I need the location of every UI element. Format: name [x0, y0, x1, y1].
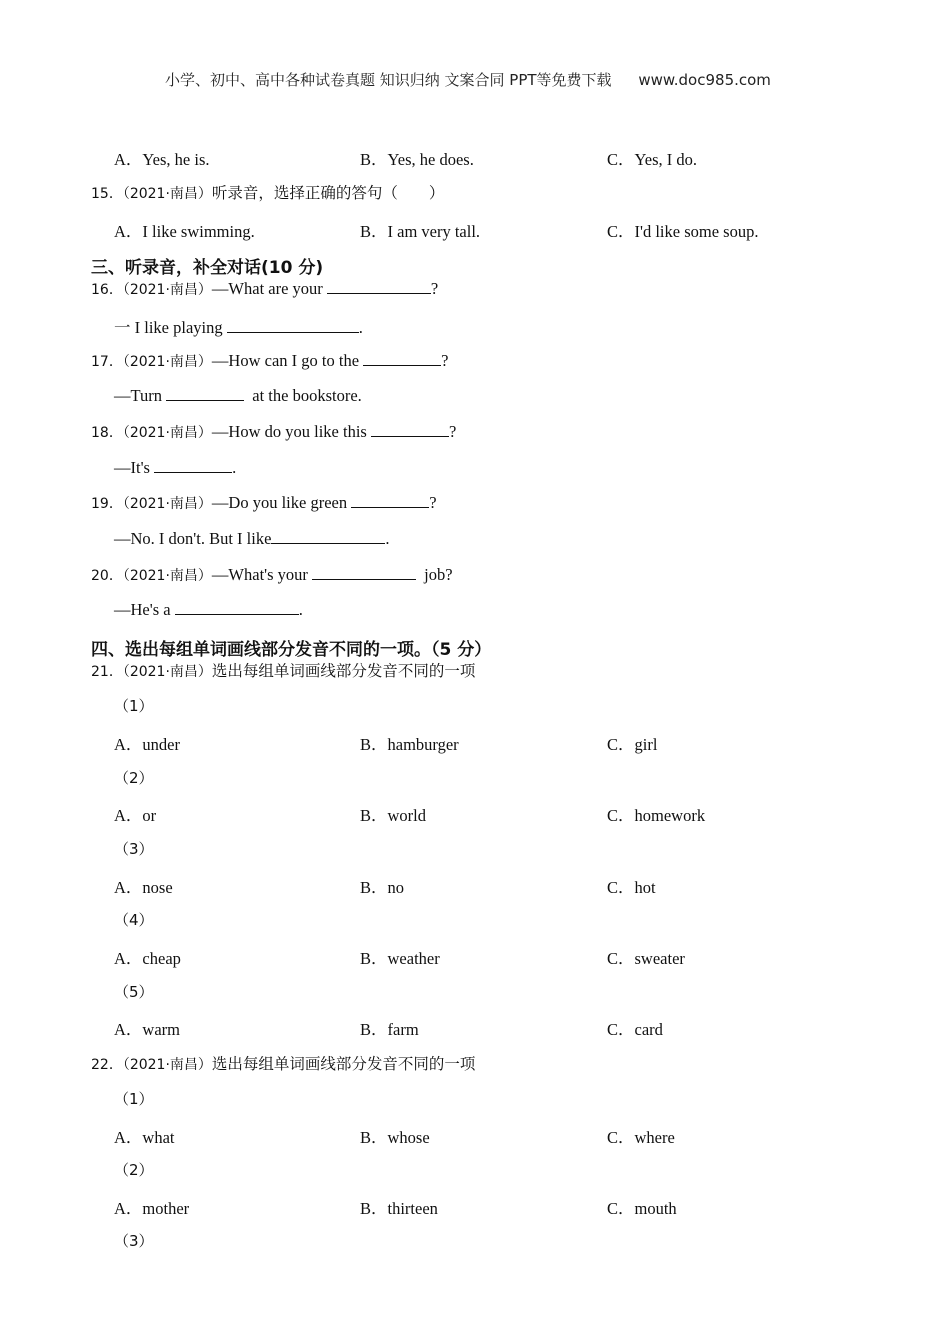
q18-line1: [91, 421, 456, 442]
q18-line2: [114, 457, 236, 478]
q21-g1-option-a: A．under: [114, 735, 180, 754]
q22-group-1-label: （1）: [114, 1090, 154, 1108]
question-source: （2021·南昌）: [122, 425, 212, 441]
answer-blank[interactable]: [227, 317, 359, 333]
q21-group-5-label: （5）: [114, 983, 154, 1001]
q22-g1-option-b: B．whose: [360, 1128, 430, 1147]
answer-blank[interactable]: [312, 564, 416, 580]
q15-option-b: B．I am very tall.: [360, 222, 481, 241]
answer-blank[interactable]: [371, 421, 449, 437]
q21-g2-option-c: C．homework: [607, 806, 706, 825]
q21-g3-option-a: A．nose: [114, 878, 173, 897]
dialogue-end: .: [385, 529, 390, 548]
question-number: 17．: [91, 354, 123, 370]
q22-g1-option-a: A．what: [114, 1128, 175, 1147]
page-header: [165, 69, 771, 90]
header-text: 小学、初中、高中各种试卷真题 知识归纳 文案合同 PPT等免费下载: [165, 71, 612, 89]
answer-blank[interactable]: [154, 457, 232, 473]
q22-group-3-label: （3）: [114, 1232, 154, 1250]
dialogue-end: .: [298, 600, 303, 619]
dialogue-text: —Turn: [114, 386, 162, 405]
section-3-title: 三、听录音，补全对话(10 分): [91, 258, 324, 278]
q14-option-a: A．Yes, he is.: [114, 150, 210, 169]
dialogue-text: —What's your: [211, 565, 308, 584]
answer-blank[interactable]: [271, 528, 385, 544]
q22-group-2-label: （2）: [114, 1161, 154, 1179]
question-source: （2021·南昌）: [122, 282, 212, 298]
dialogue-text: —He's a: [114, 600, 171, 619]
question-source: （2021·南昌）: [122, 354, 212, 370]
dialogue-end: .: [358, 318, 363, 337]
dialogue-text: —What are your: [211, 279, 323, 298]
q21-g5-option-b: B．farm: [360, 1020, 419, 1039]
q19-line1: [91, 492, 437, 513]
q15-option-a: A．I like swimming.: [114, 222, 255, 241]
answer-blank[interactable]: [327, 278, 431, 294]
q20-line2: [114, 599, 303, 620]
q22-stem: [91, 1052, 475, 1074]
answer-blank[interactable]: [363, 350, 441, 366]
q20-line1: [91, 564, 453, 585]
q21-g5-option-c: C．card: [607, 1020, 663, 1039]
dialogue-end: job?: [424, 565, 453, 584]
question-number: 15．: [91, 186, 123, 202]
q21-g2-option-a: A．or: [114, 806, 157, 825]
question-source: （2021·南昌）: [122, 1057, 212, 1073]
q21-g1-option-c: C．girl: [607, 735, 658, 754]
q15-option-c: C．I'd like some soup.: [607, 222, 759, 241]
q22-g2-option-b: B．thirteen: [360, 1199, 438, 1218]
dialogue-text: 一 I like playing: [114, 318, 223, 337]
question-source: （2021·南昌）: [122, 664, 212, 680]
question-source: （2021·南昌）: [122, 496, 212, 512]
q14-option-b: B．Yes, he does.: [360, 150, 474, 169]
q22-g2-option-a: A．mother: [114, 1199, 190, 1218]
q17-line2: [114, 385, 362, 406]
q21-g1-option-b: B．hamburger: [360, 735, 459, 754]
q22-g1-option-c: C．where: [607, 1128, 675, 1147]
q19-line2: [114, 528, 390, 549]
q21-group-1-label: （1）: [114, 697, 154, 715]
section-4-title: 四、选出每组单词画线部分发音不同的一项。（5 分）: [91, 640, 492, 660]
q21-stem: [91, 659, 475, 681]
q21-g4-option-b: B．weather: [360, 949, 440, 968]
q21-g5-option-a: A．warm: [114, 1020, 180, 1039]
question-number: 22．: [91, 1057, 123, 1073]
question-number: 19．: [91, 496, 123, 512]
question-number: 21．: [91, 664, 123, 680]
dialogue-end: .: [232, 458, 237, 477]
q16-line2: [114, 314, 363, 338]
dialogue-text: —It's: [114, 458, 150, 477]
dialogue-end: ?: [429, 493, 437, 512]
question-source: （2021·南昌）: [122, 568, 212, 584]
question-text: 选出每组单词画线部分发音不同的一项: [211, 662, 476, 680]
question-text: 选出每组单词画线部分发音不同的一项: [211, 1055, 476, 1073]
dialogue-text: —Do you like green: [211, 493, 348, 512]
dialogue-end: ?: [448, 422, 457, 441]
dialogue-end: ?: [441, 351, 449, 370]
question-number: 20．: [91, 568, 123, 584]
q21-g3-option-b: B．no: [360, 878, 405, 897]
dialogue-text: —How can I go to the: [211, 351, 360, 370]
q22-g2-option-c: C．mouth: [607, 1199, 677, 1218]
q21-g4-option-a: A．cheap: [114, 949, 181, 968]
dialogue-end: ?: [430, 279, 439, 298]
question-number: 18．: [91, 425, 123, 441]
dialogue-text: —No. I don't. But I like: [114, 529, 272, 548]
dialogue-end: at the bookstore.: [252, 386, 362, 405]
q14-option-c: C．Yes, I do.: [607, 150, 698, 169]
header-url[interactable]: www.doc985.com: [638, 71, 771, 89]
answer-blank[interactable]: [351, 492, 429, 508]
q21-group-2-label: （2）: [114, 769, 154, 787]
q21-g4-option-c: C．sweater: [607, 949, 685, 968]
q21-group-4-label: （4）: [114, 911, 154, 929]
q21-g2-option-b: B．world: [360, 806, 426, 825]
question-source: （2021·南昌）: [122, 186, 212, 202]
q21-g3-option-c: C．hot: [607, 878, 656, 897]
question-text: 听录音，选择正确的答句（ ）: [211, 184, 445, 202]
q15-stem: [91, 181, 444, 203]
question-number: 16．: [91, 282, 123, 298]
dialogue-text: —How do you like this: [211, 422, 367, 441]
answer-blank[interactable]: [166, 385, 244, 401]
q21-group-3-label: （3）: [114, 840, 154, 858]
q17-line1: [91, 350, 448, 371]
answer-blank[interactable]: [175, 599, 299, 615]
q16-line1: [91, 278, 438, 299]
